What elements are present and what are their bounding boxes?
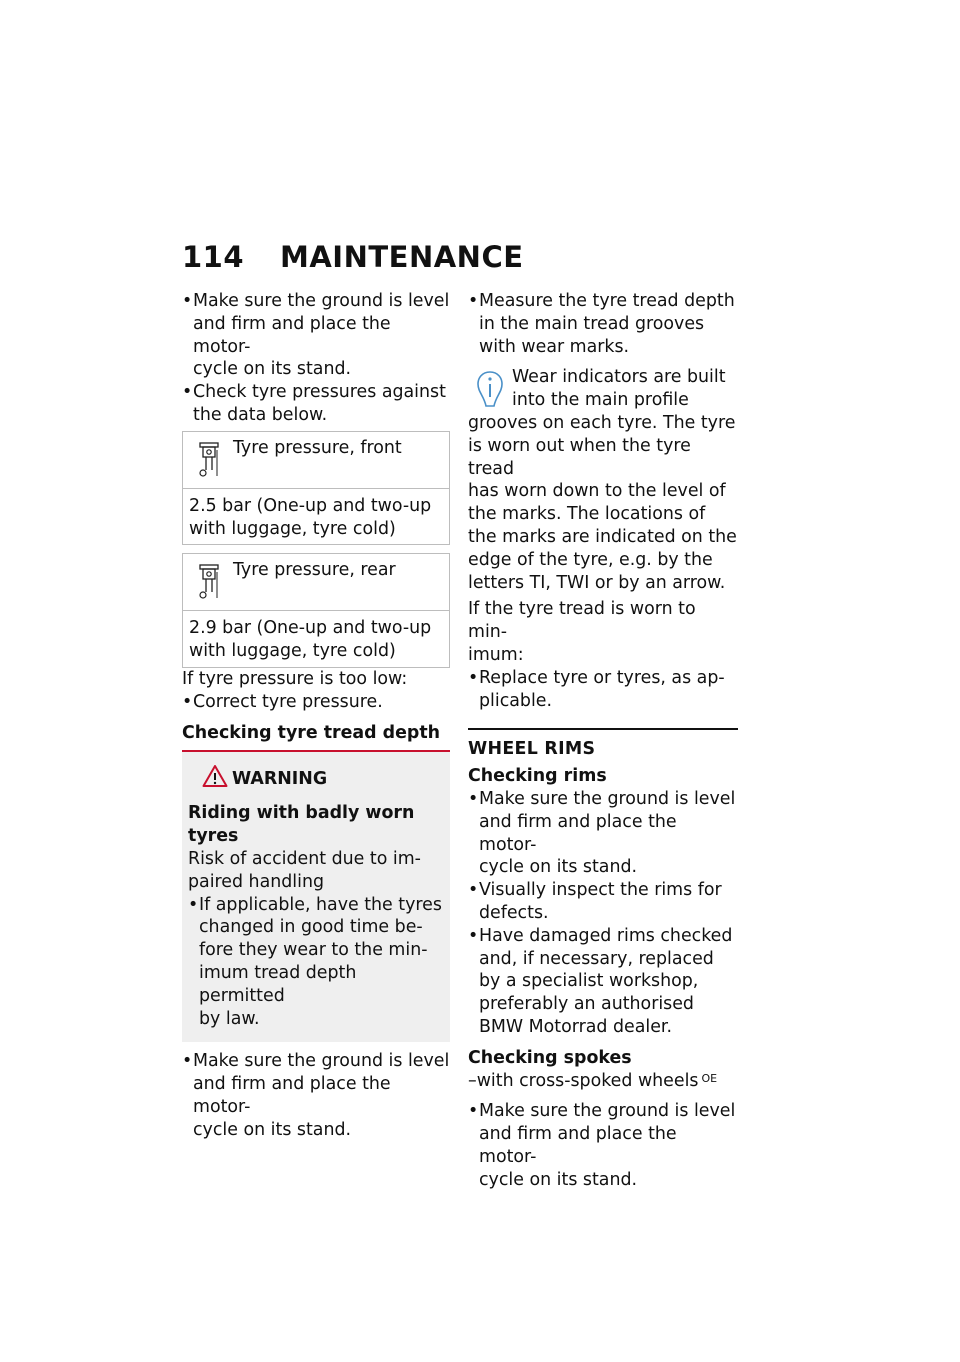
step-correct-pressure: • Correct tyre pressure.	[182, 691, 383, 712]
option-ex-works-badge: OE	[701, 1071, 718, 1085]
subheading-checking-rims: Checking rims	[468, 766, 607, 787]
bullet-icon: •	[182, 291, 193, 311]
step-replace-rims: • Have damaged rims checked and, if necessary, replaced by a specialist workshop, preferably an authorised BMW Motorrad dealer.	[468, 925, 733, 1037]
warning-hazard: Riding with badly worn tyres	[188, 803, 415, 847]
tyre-gauge-icon	[197, 442, 221, 485]
bullet-icon: •	[468, 291, 479, 311]
warning-box	[182, 752, 450, 1042]
spec-label: Tyre pressure, front	[233, 437, 402, 458]
bullet-icon: •	[468, 667, 479, 688]
condition-text: If the tyre tread is worn to min- imum:	[468, 599, 696, 665]
bullet-icon: •	[182, 382, 193, 403]
bullet-icon: •	[188, 894, 199, 915]
condition-text: If tyre pressure is too low:	[182, 668, 408, 689]
bullet-icon: •	[468, 788, 479, 809]
section-rule	[468, 728, 738, 730]
right-column	[468, 290, 738, 1191]
subheading-checking-spokes: Checking spokes	[468, 1047, 632, 1068]
tyre-gauge-icon	[197, 564, 221, 607]
chapter-title: MAINTENANCE	[280, 240, 524, 274]
step-ground-level: • Make sure the ground is level and firm and place the motor- cycle on its stand.	[182, 291, 450, 380]
bullet-icon: •	[182, 1051, 193, 1072]
spec-tyre-pressure-front	[182, 431, 450, 546]
warning-consequence: Risk of accident due to im-	[188, 848, 421, 869]
bullet-icon: •	[468, 880, 479, 901]
subheading-tread-depth: Checking tyre tread depth	[182, 722, 441, 743]
spec-tyre-pressure-rear	[182, 553, 450, 668]
page-header	[182, 240, 524, 274]
step-replace-tyre: • Replace tyre or tyres, as ap- plicable.	[468, 667, 725, 711]
warning-consequence: paired handling	[188, 871, 325, 892]
bullet-icon: •	[182, 691, 193, 712]
spec-value: with luggage, tyre cold)	[189, 641, 396, 662]
spec-value: 2.9 bar (One-up and two-up	[189, 618, 432, 639]
step-ground-level: • Make sure the ground is level and firm and place the motor- cycle on its stand.	[468, 1101, 736, 1190]
left-column	[182, 290, 450, 1142]
bullet-icon: •	[468, 925, 479, 946]
spec-value: 2.5 bar (One-up and two-up	[189, 495, 432, 516]
warning-action: • If applicable, have the tyres changed in good time be- fore they wear to the min- imum tread depth permitted by law.	[188, 894, 442, 1029]
step-check-pressure: • Check tyre pressures against the data below.	[182, 382, 446, 425]
bullet-icon: •	[468, 1101, 479, 1122]
step-measure-tread: • Measure the tyre tread depth in the main tread grooves with wear marks.	[468, 291, 735, 357]
step-ground-level: • Make sure the ground is level and firm and place the motor- cycle on its stand.	[182, 1051, 450, 1140]
info-note: Wear indicators are built into the main profile grooves on each tyre. The tyre is worn out when the tyre tread has worn down to the level of the marks. The locations of the marks are indicated on the edge of the tyre, e.g. by the letters TI, TWI or by an arrow.	[468, 367, 737, 593]
warning-triangle-icon	[202, 764, 228, 795]
step-inspect-rims: • Visually inspect the rims for defects.	[468, 880, 722, 923]
page-number: 114	[182, 240, 245, 274]
spec-value: with luggage, tyre cold)	[189, 518, 396, 539]
warning-title: WARNING	[232, 769, 328, 790]
step-ground-level: • Make sure the ground is level and firm and place the motor- cycle on its stand.	[468, 788, 736, 878]
section-title-wheel-rims: WHEEL RIMS	[468, 739, 596, 760]
spec-label: Tyre pressure, rear	[233, 560, 396, 581]
info-icon	[476, 370, 504, 415]
spokes-note: –with cross-spoked wheels $^{OE}$	[468, 1070, 718, 1091]
